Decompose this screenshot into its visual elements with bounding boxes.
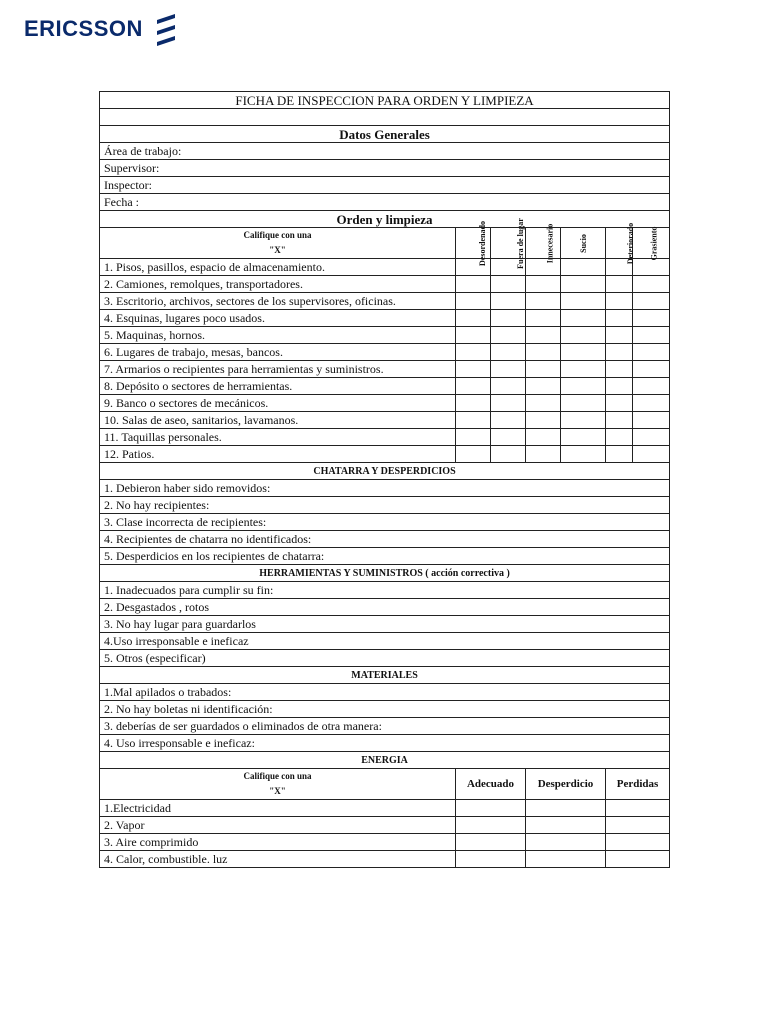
rating-cell[interactable]: [633, 327, 670, 344]
rating-cell[interactable]: [456, 361, 491, 378]
energy-column-header: Perdidas: [606, 769, 670, 800]
checklist-item[interactable]: 5. Otros (especificar): [100, 650, 670, 667]
rating-cell[interactable]: [526, 800, 606, 817]
rating-cell[interactable]: [606, 361, 633, 378]
rating-cell[interactable]: [491, 429, 526, 446]
rating-cell[interactable]: [456, 395, 491, 412]
rating-cell[interactable]: [526, 817, 606, 834]
column-header-label: Fuera de lugar: [515, 218, 525, 269]
rating-cell[interactable]: [526, 293, 561, 310]
checklist-item: 8. Depósito o sectores de herramientas.: [100, 378, 456, 395]
rating-cell[interactable]: [633, 276, 670, 293]
checklist-item[interactable]: 1. Inadecuados para cumplir su fin:: [100, 582, 670, 599]
rating-cell[interactable]: [606, 429, 633, 446]
rating-cell[interactable]: [456, 293, 491, 310]
rating-cell[interactable]: [633, 395, 670, 412]
rating-cell[interactable]: [526, 446, 561, 463]
column-header: [491, 218, 526, 269]
rating-cell[interactable]: [606, 293, 633, 310]
rating-cell[interactable]: [491, 412, 526, 429]
instruction-line: Califique con una: [243, 771, 312, 781]
rating-cell[interactable]: [491, 361, 526, 378]
column-header: [606, 222, 636, 265]
energy-item: 3. Aire comprimido: [100, 834, 456, 851]
rating-cell[interactable]: [633, 361, 670, 378]
checklist-item: 12. Patios.: [100, 446, 456, 463]
ericsson-mark-icon: [155, 12, 177, 46]
checklist-item: 2. Camiones, remolques, transportadores.: [100, 276, 456, 293]
instruction-line: Califique con una: [243, 230, 312, 240]
rating-cell[interactable]: [606, 276, 633, 293]
energy-item: 4. Calor, combustible. luz: [100, 851, 456, 868]
rating-cell[interactable]: [526, 276, 561, 293]
rating-cell[interactable]: [561, 412, 606, 429]
column-header-label: Innecesario: [545, 223, 555, 264]
checklist-item[interactable]: 4. Recipientes de chatarra no identificados:: [100, 531, 670, 548]
rating-cell[interactable]: [561, 344, 606, 361]
rating-cell[interactable]: [456, 327, 491, 344]
rating-cell[interactable]: [526, 429, 561, 446]
rating-cell[interactable]: [526, 310, 561, 327]
column-header-label: Deteriorado: [626, 222, 636, 265]
column-header: [526, 223, 561, 264]
rating-cell[interactable]: [491, 446, 526, 463]
rating-cell[interactable]: [633, 429, 670, 446]
section-orden-limpieza: Orden y limpieza: [100, 211, 670, 228]
rating-instruction: [100, 228, 456, 259]
column-header: [561, 228, 606, 259]
rating-cell[interactable]: [526, 378, 561, 395]
rating-instruction: [100, 769, 456, 800]
checklist-item[interactable]: 2. No hay recipientes:: [100, 497, 670, 514]
rating-cell[interactable]: [561, 327, 606, 344]
rating-cell[interactable]: [561, 310, 606, 327]
instruction-mark: "X": [269, 245, 286, 255]
field-label[interactable]: Supervisor:: [100, 160, 670, 177]
rating-cell[interactable]: [456, 446, 491, 463]
checklist-item: 11. Taquillas personales.: [100, 429, 456, 446]
checklist-item[interactable]: 4.Uso irresponsable e ineficaz: [100, 633, 670, 650]
field-label[interactable]: Fecha :: [100, 194, 670, 211]
rating-cell[interactable]: [606, 800, 670, 817]
checklist-item[interactable]: 5. Desperdicios en los recipientes de chatarra:: [100, 548, 670, 565]
rating-cell[interactable]: [561, 361, 606, 378]
rating-cell[interactable]: [606, 851, 670, 868]
rating-cell[interactable]: [606, 344, 633, 361]
checklist-item[interactable]: 1.Mal apilados o trabados:: [100, 684, 670, 701]
rating-cell[interactable]: [456, 310, 491, 327]
rating-cell[interactable]: [633, 344, 670, 361]
checklist-item[interactable]: 3. Clase incorrecta de recipientes:: [100, 514, 670, 531]
section-energia: ENERGIA: [100, 752, 670, 769]
column-header-label: Sucio: [578, 234, 588, 253]
section-datos-generales: Datos Generales: [100, 126, 670, 143]
rating-cell[interactable]: [491, 310, 526, 327]
checklist-item[interactable]: 1. Debieron haber sido removidos:: [100, 480, 670, 497]
rating-cell[interactable]: [633, 446, 670, 463]
ericsson-logo: [24, 12, 177, 46]
rating-cell[interactable]: [526, 395, 561, 412]
energy-item: 2. Vapor: [100, 817, 456, 834]
rating-cell[interactable]: [526, 344, 561, 361]
checklist-item[interactable]: 2. No hay boletas ni identificación:: [100, 701, 670, 718]
rating-cell[interactable]: [606, 310, 633, 327]
rating-cell[interactable]: [561, 429, 606, 446]
rating-cell[interactable]: [456, 378, 491, 395]
field-label[interactable]: Área de trabajo:: [100, 143, 670, 160]
rating-cell[interactable]: [633, 378, 670, 395]
energy-column-header: Desperdicio: [526, 769, 606, 800]
checklist-item: 10. Salas de aseo, sanitarios, lavamanos.: [100, 412, 456, 429]
column-header-label: Desordenado: [477, 221, 487, 266]
section-materiales: MATERIALES: [100, 667, 670, 684]
checklist-item: 5. Maquinas, hornos.: [100, 327, 456, 344]
rating-cell[interactable]: [526, 327, 561, 344]
checklist-item: 3. Escritorio, archivos, sectores de los supervisores, oficinas.: [100, 293, 456, 310]
form-title: FICHA DE INSPECCION PARA ORDEN Y LIMPIEZA: [100, 92, 670, 109]
rating-cell[interactable]: [561, 446, 606, 463]
rating-cell[interactable]: [456, 412, 491, 429]
logo-text: ERICSSON: [24, 16, 143, 41]
rating-cell[interactable]: [456, 817, 526, 834]
blank-area[interactable]: [100, 109, 670, 126]
energy-column-header: Adecuado: [456, 769, 526, 800]
column-header: [456, 221, 491, 266]
checklist-item: 6. Lugares de trabajo, mesas, bancos.: [100, 344, 456, 361]
checklist-item: 7. Armarios o recipientes para herramientas y suministros.: [100, 361, 456, 378]
section-chatarra: CHATARRA Y DESPERDICIOS: [100, 463, 670, 480]
inspection-form: [99, 91, 670, 868]
checklist-item[interactable]: 3. deberías de ser guardados o eliminados de otra manera:: [100, 718, 670, 735]
checklist-item[interactable]: 4. Uso irresponsable e ineficaz:: [100, 735, 670, 752]
rating-cell[interactable]: [491, 344, 526, 361]
checklist-item: 4. Esquinas, lugares poco usados.: [100, 310, 456, 327]
energy-item: 1.Electricidad: [100, 800, 456, 817]
rating-cell[interactable]: [526, 361, 561, 378]
rating-cell[interactable]: [606, 412, 633, 429]
instruction-mark: "X": [269, 786, 286, 796]
rating-cell[interactable]: [491, 395, 526, 412]
rating-cell[interactable]: [633, 310, 670, 327]
rating-cell[interactable]: [491, 276, 526, 293]
checklist-item: 9. Banco o sectores de mecánicos.: [100, 395, 456, 412]
rating-cell[interactable]: [456, 800, 526, 817]
rating-cell[interactable]: [606, 834, 670, 851]
rating-cell[interactable]: [491, 327, 526, 344]
rating-cell[interactable]: [606, 395, 633, 412]
section-herramientas: HERRAMIENTAS Y SUMINISTROS ( acción correctiva ): [100, 565, 670, 582]
rating-cell[interactable]: [606, 817, 670, 834]
rating-cell[interactable]: [633, 293, 670, 310]
rating-cell[interactable]: [561, 395, 606, 412]
rating-cell[interactable]: [606, 327, 633, 344]
rating-cell[interactable]: [561, 259, 606, 276]
rating-cell[interactable]: [491, 293, 526, 310]
rating-cell[interactable]: [456, 834, 526, 851]
checklist-item[interactable]: 2. Desgastados , rotos: [100, 599, 670, 616]
rating-cell[interactable]: [456, 344, 491, 361]
rating-cell[interactable]: [456, 851, 526, 868]
field-label[interactable]: Inspector:: [100, 177, 670, 194]
rating-cell[interactable]: [561, 293, 606, 310]
rating-cell[interactable]: [526, 412, 561, 429]
checklist-item[interactable]: 3. No hay lugar para guardarlos: [100, 616, 670, 633]
rating-cell[interactable]: [526, 834, 606, 851]
column-header-label: Grasiento: [649, 226, 659, 261]
rating-cell[interactable]: [606, 378, 633, 395]
rating-cell[interactable]: [456, 429, 491, 446]
rating-cell[interactable]: [491, 378, 526, 395]
rating-cell[interactable]: [526, 851, 606, 868]
rating-cell[interactable]: [561, 378, 606, 395]
rating-cell[interactable]: [561, 276, 606, 293]
rating-cell[interactable]: [606, 446, 633, 463]
rating-cell[interactable]: [633, 412, 670, 429]
checklist-item: 1. Pisos, pasillos, espacio de almacenamiento.: [100, 259, 456, 276]
rating-cell[interactable]: [456, 276, 491, 293]
